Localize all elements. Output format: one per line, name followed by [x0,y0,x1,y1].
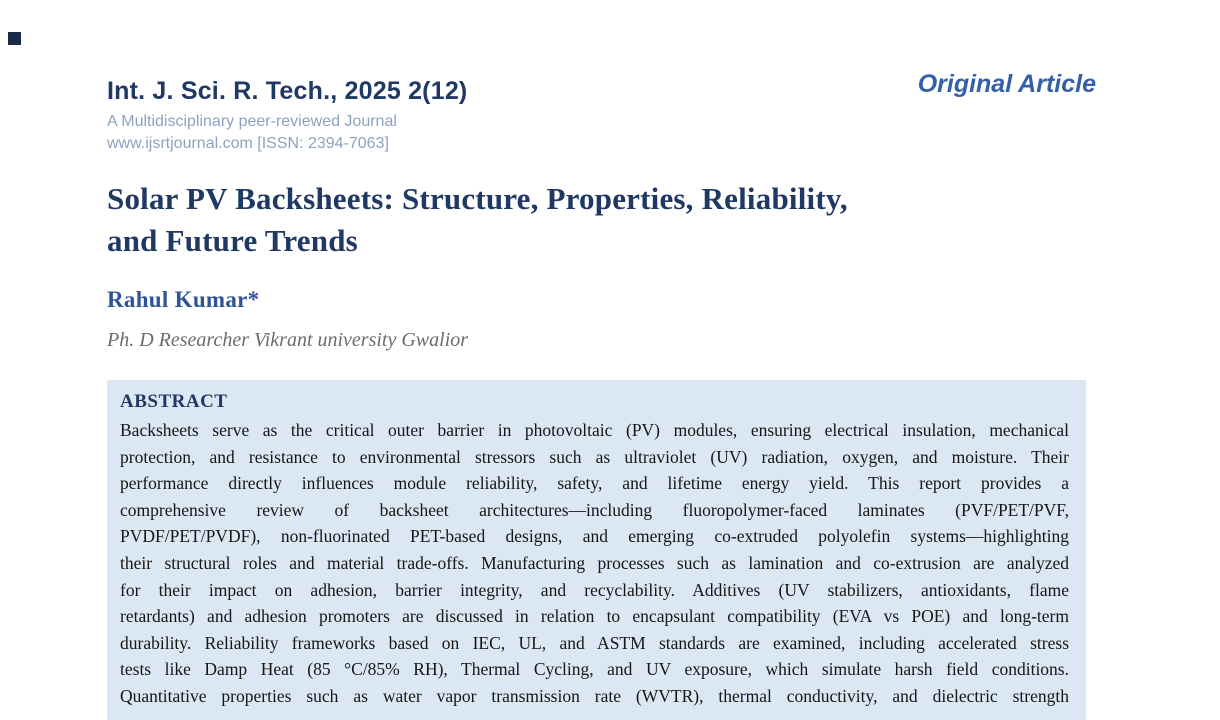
abstract-line: comprehensive review of backsheet architectures—including fluoropolymer-faced laminates (PVF/PET/PVF, [120,499,1069,520]
abstract-line: tests like Damp Heat (85 °C/85% RH), Thermal Cycling, and UV exposure, which simulate harsh field conditions. [120,659,1069,680]
article-title [107,178,1087,262]
abstract-line: retardants) and adhesion promoters are discussed in relation to encapsulant compatibility (EVA vs POE) and long-term [120,606,1069,627]
journal-header [107,74,467,155]
abstract-line: Quantitative properties such as water vapor transmission rate (WVTR), thermal conductivity, and dielectric strength [120,685,1069,706]
abstract-body [120,417,1069,710]
abstract-section [107,380,1086,720]
page-corner-mark [8,32,21,45]
abstract-line: durability. Reliability frameworks based on IEC, UL, and ASTM standards are examined, including accelerated stress [120,632,1069,653]
journal-name: Int. J. Sci. R. Tech., 2025 2(12) [107,77,468,105]
journal-tagline: A Multidisciplinary peer-reviewed Journal [107,113,397,130]
abstract-line: for their impact on adhesion, barrier integrity, and recyclability. Additives (UV stabilizers, antioxidants, flame [120,579,1069,600]
article-title-line-1: Solar PV Backsheets: Structure, Properties, Reliability, [107,181,848,216]
journal-website-issn: www.ijsrtjournal.com [ISSN: 2394-7063] [107,135,389,152]
abstract-line: PVDF/PET/PVDF), non-fluorinated PET-based designs, and emerging co-extruded polyolefin systems—highlighting [120,526,1069,547]
abstract-line: protection, and resistance to environmental stressors such as ultraviolet (UV) radiation, oxygen, and moisture. Their [120,446,1069,467]
article-title-line-2: and Future Trends [107,223,358,258]
abstract-line: Backsheets serve as the critical outer barrier in photovoltaic (PV) modules, ensuring electrical insulation, mechanical [120,420,1069,440]
abstract-heading: ABSTRACT [120,391,228,412]
author-name: Rahul Kumar* [107,287,260,312]
author-affiliation: Ph. D Researcher Vikrant university Gwalior [107,329,469,351]
abstract-line: their structural roles and material trade-offs. Manufacturing processes such as lamination and co-extrusion are analyzed [120,552,1069,573]
abstract-line: performance directly influences module reliability, safety, and lifetime energy yield. This report provides a [120,473,1069,494]
article-type-label: Original Article [917,70,1096,98]
